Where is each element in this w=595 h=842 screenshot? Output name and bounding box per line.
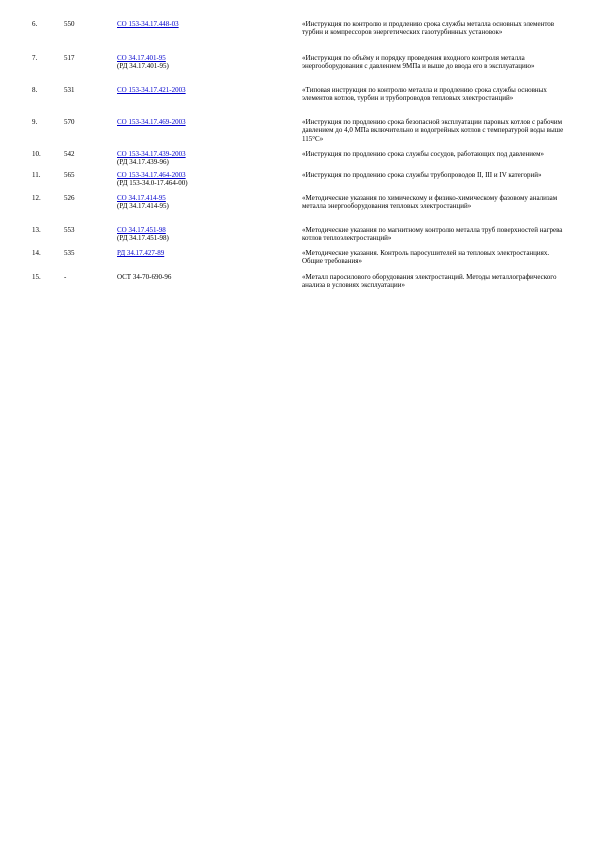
item-number: 9. — [32, 118, 38, 126]
item-code: 531 — [64, 86, 75, 94]
item-code: 570 — [64, 118, 75, 126]
document-code: ОСТ 34-70-690-96 — [117, 273, 172, 281]
item-code: 526 — [64, 194, 75, 202]
document-title: «Инструкция по продлению срока службы сосудов, работающих под давлением» — [302, 150, 545, 158]
document-link[interactable]: РД 34.17.427-89 — [117, 249, 165, 257]
item-number: 11. — [32, 171, 41, 179]
document-cell — [117, 194, 169, 211]
document-alt-code: (РД 153-34.0-17.464-00) — [117, 179, 188, 188]
document-title: «Типовая инструкция по контролю металла и продлению срока службы основных элементов котлов, турбин и трубопроводов тепловых электростанций» — [302, 86, 547, 103]
item-number: 6. — [32, 20, 38, 28]
document-title: «Металл паросилового оборудования электростанций. Методы металлографического анализа в условиях эксплуатации» — [302, 273, 557, 290]
document-cell — [117, 86, 186, 94]
document-link[interactable]: СО 153-34.17.421-2003 — [117, 86, 186, 94]
item-number: 13. — [32, 226, 41, 234]
item-number: 15. — [32, 273, 41, 281]
document-title: «Методические указания. Контроль паросушителей на тепловых электростанциях. Общие требования» — [302, 249, 550, 266]
document-title: «Инструкция по продлению срока безопасной эксплуатации паровых котлов с рабочим давлением до 4,0 МПа включительно и водогрейных котлов с температурой воды выше 115°С» — [302, 118, 564, 143]
item-code: 565 — [64, 171, 75, 179]
document-link[interactable]: СО 34.17.451-98 — [117, 226, 166, 234]
document-cell — [117, 273, 171, 281]
document-cell — [117, 249, 164, 257]
document-title: «Методические указания по магнитному контролю металла труб поверхностей нагрева котлов теплоэлектростанций» — [302, 226, 563, 243]
document-cell — [117, 150, 186, 167]
item-number: 8. — [32, 86, 38, 94]
document-alt-code: (РД 34.17.414-95) — [117, 202, 169, 211]
item-code: 535 — [64, 249, 75, 257]
document-link[interactable]: СО 153-34.17.439-2003 — [117, 150, 186, 158]
document-cell — [117, 171, 188, 188]
document-link[interactable]: СО 34.17.414-95 — [117, 194, 166, 202]
item-code: 517 — [64, 54, 75, 62]
document-link[interactable]: СО 153-34.17.448-03 — [117, 20, 179, 28]
document-alt-code: (РД 34.17.439-96) — [117, 158, 169, 167]
document-link[interactable]: СО 153-34.17.469-2003 — [117, 118, 186, 126]
item-number: 12. — [32, 194, 41, 202]
document-alt-code: (РД 34.17.451-98) — [117, 234, 169, 243]
item-code: 553 — [64, 226, 75, 234]
document-title: «Инструкция по продлению срока службы трубопроводов II, III и IV категорий» — [302, 171, 542, 179]
item-number: 7. — [32, 54, 38, 62]
document-title: «Методические указания по химическому и физико-химическому фазовому анализам металла энергооборудования тепловых электростанций» — [302, 194, 558, 211]
item-code: - — [64, 273, 67, 281]
document-alt-code: (РД 34.17.401-95) — [117, 62, 169, 71]
document-title: «Инструкция по контролю и продлению срока службы металла основных элементов турбин и компрессоров энергетических газотурбинных установок» — [302, 20, 555, 37]
document-cell — [117, 20, 179, 28]
item-number: 14. — [32, 249, 41, 257]
document-cell — [117, 226, 169, 243]
document-cell — [117, 54, 169, 71]
item-code: 550 — [64, 20, 75, 28]
document-link[interactable]: СО 153-34.17.464-2003 — [117, 171, 186, 179]
document-title: «Инструкция по объёму и порядку проведения входного контроля металла энергооборудования с давлением 9МПа и выше до ввода его в эксплуатацию» — [302, 54, 535, 71]
item-number: 10. — [32, 150, 41, 158]
document-cell — [117, 118, 186, 126]
item-code: 542 — [64, 150, 75, 158]
document-link[interactable]: СО 34.17.401-95 — [117, 54, 166, 62]
